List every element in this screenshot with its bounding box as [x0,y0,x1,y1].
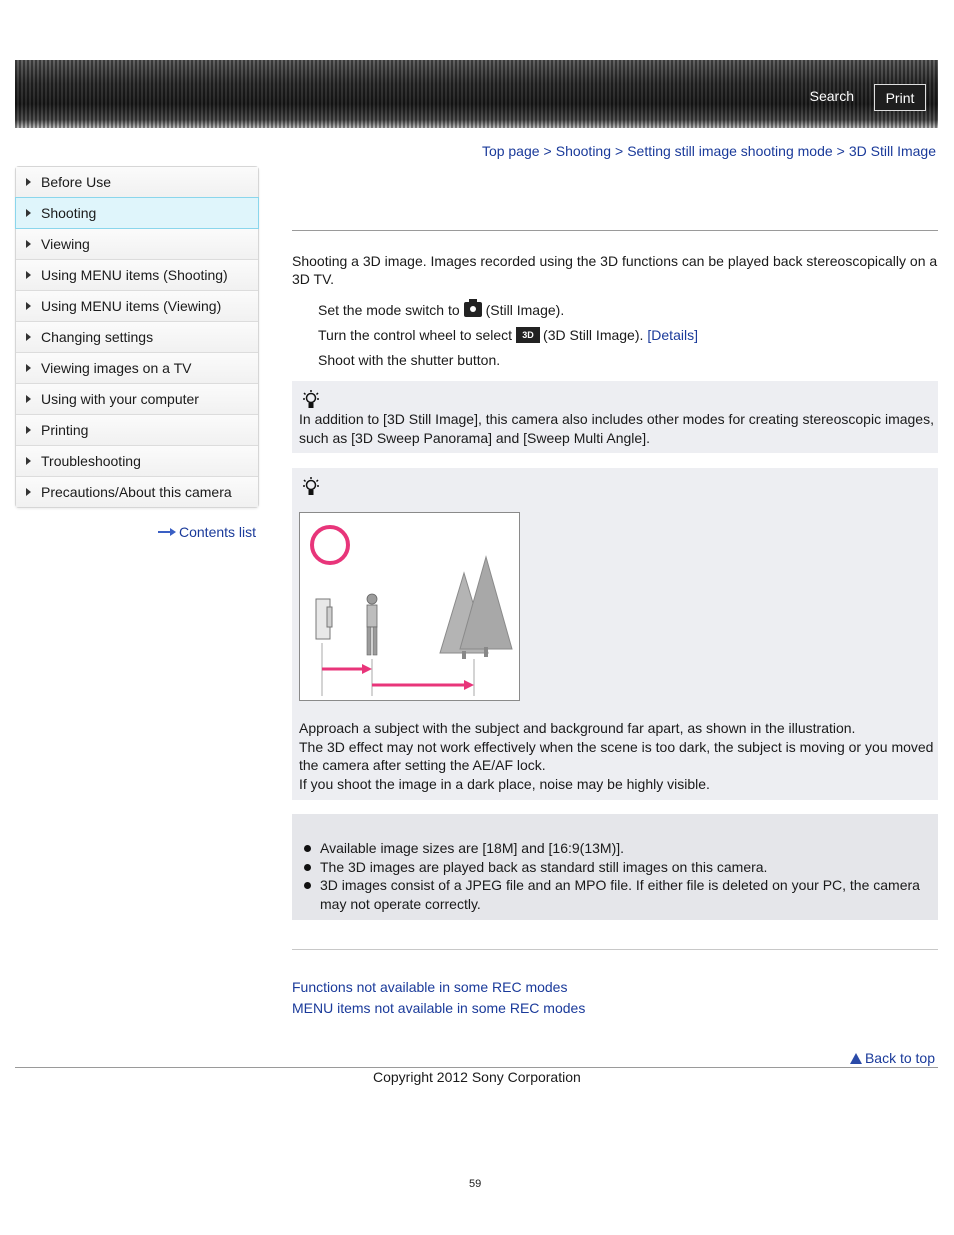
list-item: The 3D images are played back as standard still images on this camera. [302,858,932,877]
breadcrumb-top-page[interactable]: Top page [481,143,540,159]
breadcrumb-3d-still-image[interactable]: 3D Still Image [848,143,936,159]
caret-right-icon [26,271,31,279]
title-divider [292,230,938,231]
hint-box [292,381,938,453]
caret-right-icon [26,240,31,248]
breadcrumb-shooting[interactable]: Shooting [555,143,612,159]
triangle-up-icon [850,1053,862,1064]
illustration-drawing [300,513,519,700]
sidebar-item-label: Using MENU items (Shooting) [41,267,228,283]
sidebar-item-label: Printing [41,422,89,438]
sidebar-item-computer[interactable] [16,384,258,415]
breadcrumb: Top page > Shooting > Setting still image shooting mode > 3D Still Image [481,143,936,159]
caret-right-icon [26,364,31,372]
sidebar-item-viewing[interactable] [16,229,258,260]
sidebar-item-label: Changing settings [41,329,154,345]
sidebar-item-label: Using MENU items (Viewing) [41,298,222,314]
caret-right-icon [26,457,31,465]
sidebar-item-label: Troubleshooting [41,453,141,469]
notes-list [302,839,932,913]
step-2 [318,322,698,347]
lightbulb-icon [302,476,320,498]
hint-text: In addition to [3D Still Image], this camera also includes other modes for creating stereoscopic images, such as [3D Sweep Panorama] and [Sweep Multi Angle]. [299,411,934,446]
hint-text-block [299,719,935,793]
sidebar-item-label: Viewing images on a TV [41,360,192,376]
step-1 [318,297,698,322]
caret-right-icon [26,426,31,434]
sidebar-item-shooting[interactable] [15,197,259,229]
caret-right-icon [26,302,31,310]
caret-right-icon [26,395,31,403]
caret-right-icon [26,333,31,341]
camera-icon [464,302,482,317]
hint-line: The 3D effect may not work effectively when the scene is too dark, the subject is moving or you moved the camera after setting the AE/AF lock. [299,738,934,773]
hint-line: If you shoot the image in a dark place, noise may be highly visible. [299,775,710,792]
step-3-text: Shoot with the shutter button. [318,351,501,368]
step-1-text: Set the mode switch to [318,301,460,318]
sidebar-item-before-use[interactable] [16,167,258,198]
steps-list [318,297,698,372]
sidebar-item-printing[interactable] [16,415,258,446]
lightbulb-icon [302,389,320,411]
list-item: Available image sizes are [18M] and [16:9(13M)]. [302,839,932,858]
intro-text: Shooting a 3D image. Images recorded using the 3D functions can be played back stereoscopically on a 3D TV. [292,253,938,287]
page-number: 59 [469,1178,482,1190]
sidebar-item-menu-shooting[interactable] [16,260,258,291]
header-bar [15,60,938,128]
sidebar-item-precautions[interactable] [16,477,258,507]
sidebar-item-troubleshooting[interactable] [16,446,258,477]
sidebar-item-label: Using with your computer [41,391,199,407]
footer-divider [15,1067,938,1068]
details-link[interactable]: [Details] [647,326,698,343]
content-divider [292,949,938,950]
back-to-top-link[interactable] [850,1050,935,1066]
step-1-suffix: (Still Image). [485,301,565,318]
sidebar-item-label: Precautions/About this camera [41,484,232,500]
hint-box-illustration [292,468,938,800]
sidebar-item-label: Shooting [41,205,97,221]
sidebar-item-menu-viewing[interactable] [16,291,258,322]
copyright-text: Copyright 2012 Sony Corporation [373,1069,581,1085]
caret-right-icon [26,488,31,496]
step-2-text: Turn the control wheel to select [318,326,513,343]
sidebar-nav [15,166,259,508]
shooting-distance-illustration [299,512,520,701]
notes-box [292,814,938,920]
related-links [292,979,585,1021]
arrow-right-icon [158,528,176,536]
contents-list-link[interactable] [158,524,256,540]
related-link-menu-items[interactable]: MENU items not available in some REC modes [292,1000,586,1016]
sidebar-item-label: Viewing [41,236,90,252]
3d-still-image-icon: 3D [516,327,540,343]
caret-right-icon [26,178,31,186]
caret-right-icon [26,209,31,217]
sidebar-item-label: Before Use [41,174,112,190]
step-3 [318,347,698,372]
list-item: 3D images consist of a JPEG file and an MPO file. If either file is deleted on your PC, the camera may not operate correctly. [302,876,932,913]
contents-list-label: Contents list [179,524,257,540]
sidebar-item-viewing-tv[interactable] [16,353,258,384]
print-button[interactable]: Print [874,84,926,111]
back-to-top-label: Back to top [864,1050,935,1066]
breadcrumb-setting-still-image[interactable]: Setting still image shooting mode [627,143,833,159]
search-link[interactable]: Search [809,88,854,104]
related-link-functions[interactable]: Functions not available in some REC modes [292,979,568,995]
step-2-suffix: (3D Still Image). [543,326,644,343]
hint-line: Approach a subject with the subject and background far apart, as shown in the illustration. [299,720,856,736]
sidebar-item-changing-settings[interactable] [16,322,258,353]
